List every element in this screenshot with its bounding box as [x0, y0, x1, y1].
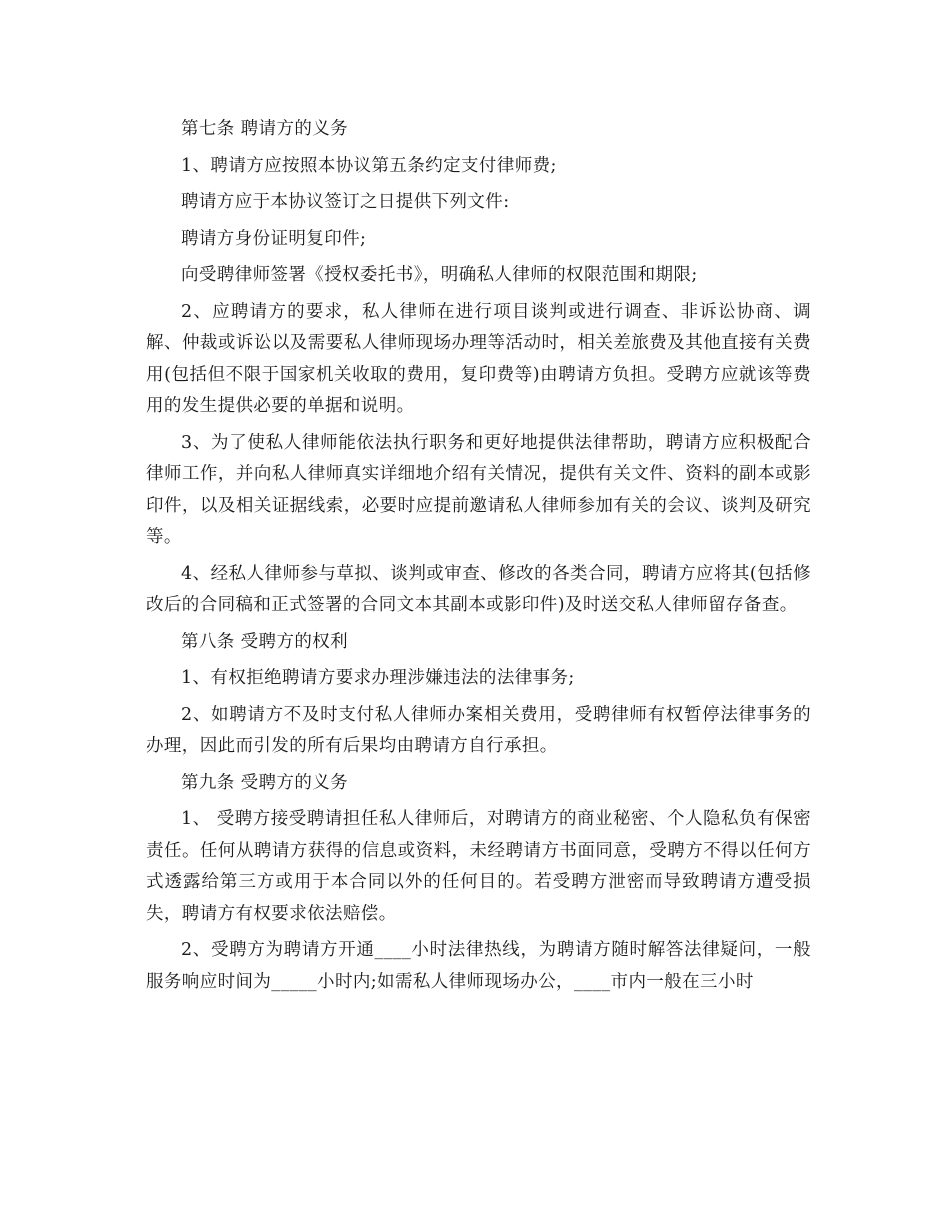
article-7-clause-2: 2、应聘请方的要求，私人律师在进行项目谈判或进行调查、非诉讼协商、调解、仲裁或诉讼以及需要私人律师现场办理等活动时，相关差旅费及其他直接有关费用(包括但不限于国家机关收取的费用，复印费等)由聘请方负担。受聘方应就该等费用的发生提供必要的单据和说明。: [146, 301, 811, 416]
article-7-heading: 第七条 聘请方的义务: [181, 119, 349, 139]
article-7-clause-4: 4、经私人律师参与草拟、谈判或审查、修改的各类合同，聘请方应将其(包括修改后的合同稿和正式签署的合同文本其副本或影印件)及时送交私人律师留存备查。: [146, 563, 811, 615]
article-7-clause-1-documents: 聘请方应于本协议签订之日提供下列文件:: [181, 192, 510, 212]
article-7-clause-3: 3、为了使私人律师能依法执行职务和更好地提供法律帮助，聘请方应积极配合律师工作，并向私人律师真实详细地介绍有关情况，提供有关文件、资料的副本或影印件，以及相关证据线索，必要时应提前邀请私人律师参加有关的会议、谈判及研究等。: [146, 432, 811, 547]
article-9-clause-1: 1、 受聘方接受聘请担任私人律师后，对聘请方的商业秘密、个人隐私负有保密责任。任何从聘请方获得的信息或资料，未经聘请方书面同意，受聘方不得以任何方式透露给第三方或用于本合同以外的任何目的。若受聘方泄密而导致聘请方遭受损失，聘请方有权要求依法赔偿。: [146, 809, 811, 924]
article-7-clause-1-authorization: 向受聘律师签署《授权委托书》，明确私人律师的权限范围和期限;: [181, 265, 698, 285]
article-8-heading: 第八条 受聘方的权利: [181, 631, 349, 652]
article-8-clause-1: 1、有权拒绝聘请方要求办理涉嫌违法的法律事务;: [181, 668, 575, 688]
article-9-heading: 第九条 受聘方的义务: [181, 772, 349, 793]
article-8-clause-2: 2、如聘请方不及时支付私人律师办案相关费用，受聘律师有权暂停法律事务的办理，因此而引发的所有后果均由聘请方自行承担。: [146, 704, 811, 756]
article-7-clause-1: 1、聘请方应按照本协议第五条约定支付律师费;: [181, 155, 557, 176]
article-9-clause-2: 2、受聘方为聘请方开通____小时法律热线，为聘请方随时解答法律疑问，一般服务响应时间为_____小时内;如需私人律师现场办公，____市内一般在三小时: [146, 940, 811, 992]
document-body: [146, 114, 811, 1003]
article-7-clause-1-id-copy: 聘请方身份证明复印件;: [181, 228, 367, 249]
